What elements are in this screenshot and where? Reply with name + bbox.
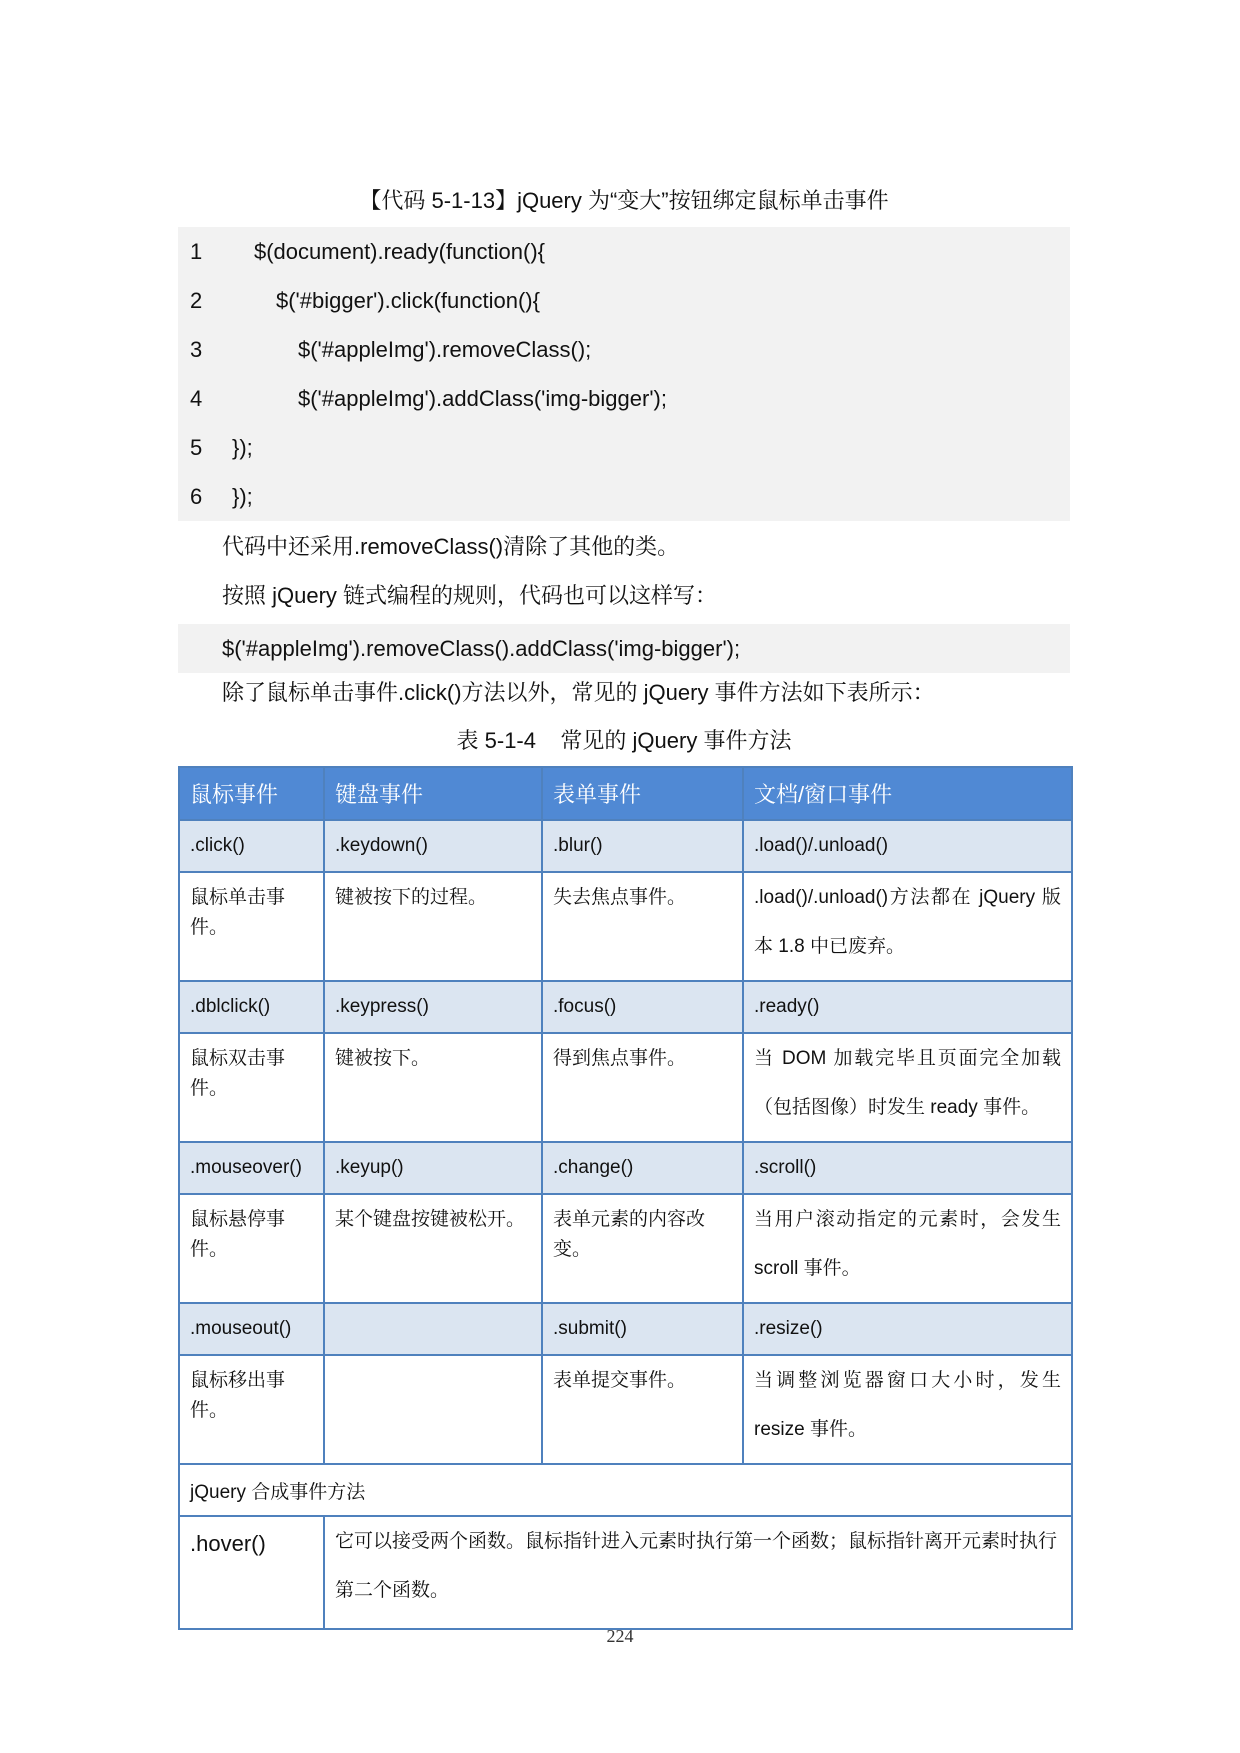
method-name-row — [179, 981, 1072, 1033]
method-name: .change() — [542, 1142, 743, 1194]
code-block — [178, 227, 1070, 521]
table-caption: 表 5-1-4 常见的 jQuery 事件方法 — [456, 728, 792, 753]
method-name: .scroll() — [743, 1142, 1072, 1194]
inline-code-block — [178, 624, 1070, 673]
method-description: 鼠标双击事件。 — [190, 1048, 286, 1099]
method-description: 表单提交事件。 — [553, 1370, 687, 1391]
method-description: 它可以接受两个函数。鼠标指针进入元素时执行第一个函数；鼠标指针离开元素时执行第二个函数。 — [324, 1516, 1072, 1629]
code-line — [178, 325, 1070, 374]
table-header-cell: 文档/窗口事件 — [743, 767, 1072, 820]
method-description: 当调整浏览器窗口大小时，发生 resize 事件。 — [754, 1370, 1061, 1440]
method-name: .keypress() — [324, 981, 542, 1033]
method-description: 某个键盘按键被松开。 — [335, 1209, 526, 1230]
method-name: .dblclick() — [179, 981, 324, 1033]
inline-code-text: $('#appleImg').removeClass().addClass('img-bigger'); — [222, 636, 741, 661]
code-line — [178, 472, 1070, 521]
line-number: 6 — [190, 484, 203, 509]
method-name: .click() — [179, 820, 324, 872]
events-table — [178, 766, 1073, 1630]
line-number: 3 — [190, 337, 203, 362]
hover-row — [179, 1516, 1072, 1629]
line-number: 1 — [190, 239, 203, 264]
synthetic-events-row — [179, 1464, 1072, 1516]
method-description: 失去焦点事件。 — [553, 887, 687, 908]
method-description: 当用户滚动指定的元素时，会发生 scroll 事件。 — [754, 1209, 1061, 1279]
method-description: 鼠标单击事件。 — [190, 887, 286, 938]
table-header-cell: 鼠标事件 — [179, 767, 324, 820]
method-desc-row — [179, 872, 1072, 981]
page-number: 224 — [606, 1626, 634, 1646]
synthetic-events-title: jQuery 合成事件方法 — [179, 1464, 1072, 1516]
line-number: 4 — [190, 386, 203, 411]
line-number: 5 — [190, 435, 203, 460]
method-description: 得到焦点事件。 — [553, 1048, 687, 1069]
method-name: .mouseout() — [179, 1303, 324, 1355]
method-name-row — [179, 820, 1072, 872]
code-line — [178, 227, 1070, 276]
method-name: .mouseover() — [179, 1142, 324, 1194]
table-header-cell: 键盘事件 — [324, 767, 542, 820]
method-name: .keyup() — [324, 1142, 542, 1194]
method-name: .resize() — [743, 1303, 1072, 1355]
code-text: }); — [232, 435, 253, 460]
code-line — [178, 276, 1070, 325]
code-caption: 【代码 5-1-13】jQuery 为“变大”按钮绑定鼠标单击事件 — [359, 188, 889, 213]
code-text: }); — [232, 484, 253, 509]
paragraph: 按照 jQuery 链式编程的规则，代码也可以这样写： — [222, 583, 718, 608]
table-header-row — [179, 767, 1072, 820]
table-header-cell: 表单事件 — [542, 767, 743, 820]
code-text: $('#appleImg').removeClass(); — [298, 337, 592, 362]
method-description: 当 DOM 加载完毕且页面完全加载（包括图像）时发生 ready 事件。 — [754, 1048, 1061, 1118]
method-description: 鼠标移出事件。 — [190, 1370, 286, 1421]
method-name-row — [179, 1142, 1072, 1194]
code-text: $('#bigger').click(function(){ — [276, 288, 540, 313]
paragraph: 除了鼠标单击事件.click()方法以外，常见的 jQuery 事件方法如下表所示： — [222, 680, 935, 705]
method-description: 鼠标悬停事件。 — [190, 1209, 286, 1260]
method-name: .hover() — [179, 1516, 324, 1629]
method-name: .focus() — [542, 981, 743, 1033]
method-name: .ready() — [743, 981, 1072, 1033]
method-description: .load()/.unload()方法都在 jQuery 版本 1.8 中已废弃。 — [754, 887, 1061, 957]
code-text: $(document).ready(function(){ — [254, 239, 546, 264]
code-text: $('#appleImg').addClass('img-bigger'); — [298, 386, 667, 411]
paragraph: 代码中还采用.removeClass()清除了其他的类。 — [222, 534, 680, 559]
code-line — [178, 374, 1070, 423]
code-line — [178, 423, 1070, 472]
method-name: .load()/.unload() — [743, 820, 1072, 872]
method-description: 键被按下。 — [335, 1048, 431, 1069]
method-name-row — [179, 1303, 1072, 1355]
method-description: 表单元素的内容改变。 — [553, 1209, 706, 1260]
method-name — [324, 1303, 542, 1355]
method-desc-row — [179, 1355, 1072, 1464]
method-desc-row — [179, 1033, 1072, 1142]
method-name: .keydown() — [324, 820, 542, 872]
line-number: 2 — [190, 288, 203, 313]
method-name: .submit() — [542, 1303, 743, 1355]
method-description: 键被按下的过程。 — [335, 887, 488, 908]
method-name: .blur() — [542, 820, 743, 872]
method-desc-row — [179, 1194, 1072, 1303]
